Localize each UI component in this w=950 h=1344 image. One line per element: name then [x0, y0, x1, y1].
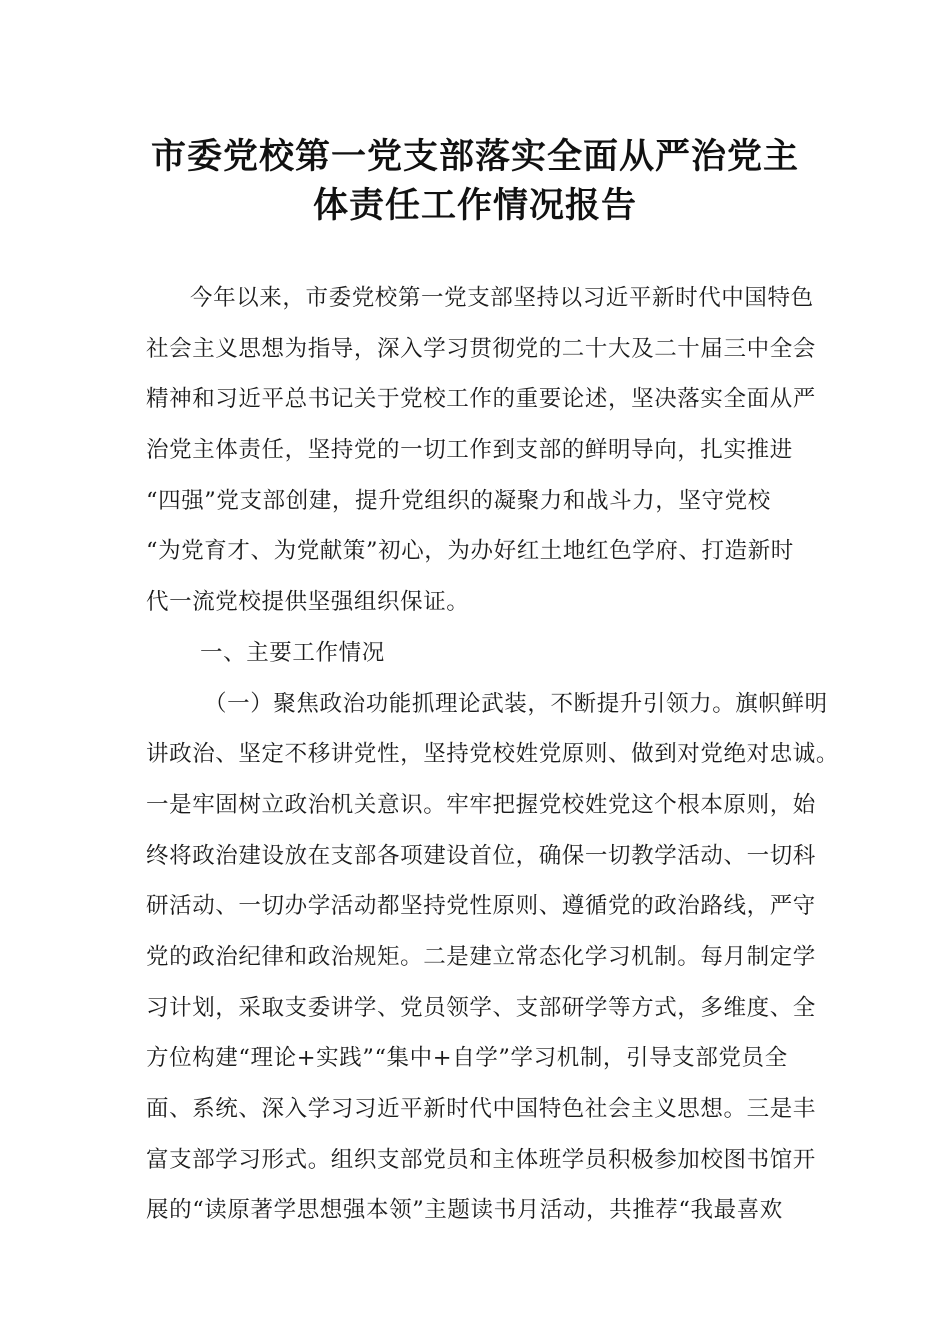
title-line-1: 市委党校第一党支部落实全面从严治党主 [150, 137, 799, 177]
section-one-line-4: 终将政治建设放在支部各项建设首位，确保一切教学活动、一切科 [146, 842, 816, 869]
section-one-line-6: 党的政治纪律和政治规矩。二是建立常态化学习机制。每月制定学 [146, 943, 816, 970]
document-title [140, 133, 810, 231]
document-body [146, 283, 840, 1246]
section-one-line-1: （一）聚焦政治功能抓理论武装，不断提升引领力。旗帜鲜明 [204, 690, 828, 717]
section-one-line-2: 讲政治、坚定不移讲党性，坚持党校姓党原则、做到对党绝对忠诚。 [146, 741, 840, 768]
intro-line-5: “四强”党支部创建，提升党组织的凝聚力和战斗力，坚守党校 [146, 487, 771, 514]
section-one-line-9: 面、系统、深入学习习近平新时代中国特色社会主义思想。三是丰 [146, 1096, 816, 1122]
intro-line-3: 精神和习近平总书记关于党校工作的重要论述，坚决落实全面从严 [146, 386, 816, 413]
intro-line-6: “为党育才、为党献策”初心，为办好红土地红色学府、打造新时 [146, 538, 794, 565]
section-one-line-7: 习计划，采取支委讲学、党员领学、支部研学等方式，多维度、全 [146, 994, 816, 1021]
intro-line-2: 社会主义思想为指导，深入学习贯彻党的二十大及二十届三中全会 [146, 335, 816, 362]
section-one-line-8: 方位构建“理论+实践”“集中+自学”学习机制，引导支部党员全 [146, 1045, 788, 1072]
intro-line-1: 今年以来，市委党校第一党支部坚持以习近平新时代中国特色 [190, 285, 814, 311]
title-line-2: 体责任工作情况报告 [312, 186, 637, 226]
intro-line-7: 代一流党校提供坚强组织保证。 [146, 589, 470, 616]
section-one-line-11: 展的“读原著学思想强本领”主题读书月活动，共推荐“我最喜欢 [146, 1197, 783, 1224]
section-heading: 一、主要工作情况 [200, 639, 385, 666]
section-one-line-10: 富支部学习形式。组织支部党员和主体班学员积极参加校图书馆开 [146, 1146, 816, 1173]
section-one-line-5: 研活动、一切办学活动都坚持党性原则、遵循党的政治路线，严守 [146, 893, 816, 920]
intro-line-4: 治党主体责任，坚持党的一切工作到支部的鲜明导向，扎实推进 [146, 437, 793, 464]
section-one-line-3: 一是牢固树立政治机关意识。牢牢把握党校姓党这个根本原则，始 [146, 791, 816, 818]
